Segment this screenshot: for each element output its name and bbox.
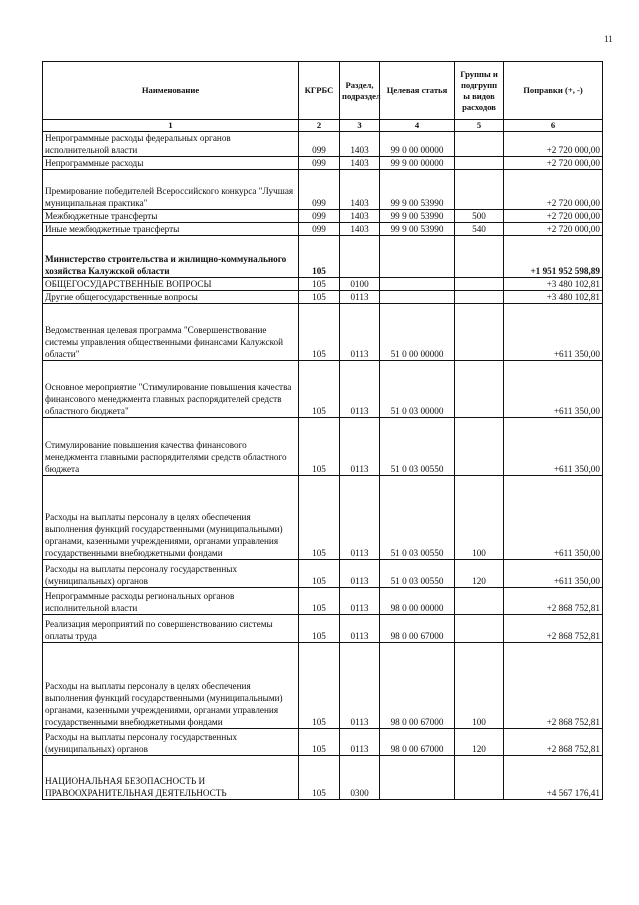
page-number: 11	[604, 34, 613, 44]
row-target: 98 0 00 67000	[380, 615, 455, 643]
row-amount: +3 480 102,81	[504, 278, 603, 291]
table-row	[43, 560, 603, 588]
row-name: Непрограммные расходы	[43, 157, 299, 170]
row-target: 98 0 00 00000	[380, 588, 455, 615]
table-row	[43, 210, 603, 223]
row-target	[380, 756, 455, 800]
row-name: ОБЩЕГОСУДАРСТВЕННЫЕ ВОПРОСЫ	[43, 278, 299, 291]
row-group	[455, 361, 504, 418]
table-row	[43, 361, 603, 418]
row-kgrbs: 105	[299, 291, 340, 304]
row-section	[340, 236, 380, 278]
row-target	[380, 291, 455, 304]
table-row	[43, 157, 603, 170]
row-amount: +2 720 000,00	[504, 210, 603, 223]
row-kgrbs: 105	[299, 615, 340, 643]
row-target: 99 9 00 00000	[380, 157, 455, 170]
row-target	[380, 236, 455, 278]
row-section: 0113	[340, 729, 380, 756]
table-row	[43, 588, 603, 615]
row-group	[455, 170, 504, 210]
header-section: Раздел, подраздел	[340, 62, 380, 120]
row-kgrbs: 105	[299, 588, 340, 615]
header-kgrbs: КГРБС	[299, 62, 340, 120]
row-kgrbs: 099	[299, 210, 340, 223]
row-name: Расходы на выплаты персоналу государственных (муниципальных) органов	[43, 729, 299, 756]
row-target: 51 0 00 00000	[380, 304, 455, 361]
col-number: 2	[299, 120, 340, 132]
row-name: НАЦИОНАЛЬНАЯ БЕЗОПАСНОСТЬ И ПРАВООХРАНИТЕЛЬНАЯ ДЕЯТЕЛЬНОСТЬ	[43, 756, 299, 800]
row-target: 51 0 03 00550	[380, 418, 455, 476]
table-row	[43, 223, 603, 236]
row-section: 0300	[340, 756, 380, 800]
row-amount: +611 350,00	[504, 304, 603, 361]
row-amount: +2 868 752,81	[504, 643, 603, 729]
row-amount: +2 720 000,00	[504, 157, 603, 170]
row-section: 1403	[340, 170, 380, 210]
col-number: 3	[340, 120, 380, 132]
row-name: Реализация мероприятий по совершенствованию системы оплаты труда	[43, 615, 299, 643]
row-name: Расходы на выплаты персоналу в целях обеспечения выполнения функций государственными (муниципальными) органами, казенными учреждениями, органами управления государственными внебюджетными фондами	[43, 643, 299, 729]
row-target: 51 0 03 00000	[380, 361, 455, 418]
row-target: 99 9 00 53990	[380, 223, 455, 236]
row-kgrbs: 105	[299, 361, 340, 418]
row-target: 99 9 00 53990	[380, 170, 455, 210]
header-row	[43, 62, 603, 120]
row-amount: +2 868 752,81	[504, 588, 603, 615]
row-kgrbs: 099	[299, 223, 340, 236]
row-group	[455, 418, 504, 476]
row-name: Непрограммные расходы региональных органов исполнительной власти	[43, 588, 299, 615]
row-section: 0113	[340, 476, 380, 560]
col-number: 4	[380, 120, 455, 132]
row-group	[455, 278, 504, 291]
row-section: 1403	[340, 210, 380, 223]
column-number-row	[43, 120, 603, 132]
table-row	[43, 304, 603, 361]
row-section: 0113	[340, 615, 380, 643]
row-name: Расходы на выплаты персоналу в целях обеспечения выполнения функций государственными (муниципальными) органами, казенными учреждениями, органами управления государственными внебюджетными фондами	[43, 476, 299, 560]
row-target: 98 0 00 67000	[380, 729, 455, 756]
row-group	[455, 304, 504, 361]
row-section: 0113	[340, 643, 380, 729]
budget-amendments-table	[42, 61, 603, 800]
table-row	[43, 643, 603, 729]
row-name: Основное мероприятие "Стимулирование повышения качества финансового менеджмента главных распорядителей средств областного бюджета"	[43, 361, 299, 418]
row-kgrbs: 099	[299, 157, 340, 170]
row-kgrbs: 105	[299, 756, 340, 800]
row-section: 1403	[340, 223, 380, 236]
row-kgrbs: 105	[299, 643, 340, 729]
row-amount: +3 480 102,81	[504, 291, 603, 304]
row-amount: +2 868 752,81	[504, 615, 603, 643]
row-group	[455, 291, 504, 304]
row-amount: +2 720 000,00	[504, 132, 603, 157]
row-section: 1403	[340, 157, 380, 170]
row-kgrbs: 105	[299, 560, 340, 588]
row-target: 99 0 00 00000	[380, 132, 455, 157]
row-amount: +2 868 752,81	[504, 729, 603, 756]
row-target	[380, 278, 455, 291]
header-groups: Группы и подгрупп ы видов расходов	[455, 62, 504, 120]
row-kgrbs: 105	[299, 236, 340, 278]
row-name: Иные межбюджетные трансферты	[43, 223, 299, 236]
table-row	[43, 756, 603, 800]
row-kgrbs: 105	[299, 729, 340, 756]
row-kgrbs: 099	[299, 132, 340, 157]
row-section: 0113	[340, 418, 380, 476]
col-number: 5	[455, 120, 504, 132]
row-group	[455, 615, 504, 643]
row-amount: +2 720 000,00	[504, 170, 603, 210]
row-group: 540	[455, 223, 504, 236]
col-number: 6	[504, 120, 603, 132]
table-row	[43, 236, 603, 278]
row-name: Другие общегосударственные вопросы	[43, 291, 299, 304]
row-name: Министерство строительства и жилищно-коммунального хозяйства Калужской области	[43, 236, 299, 278]
row-kgrbs: 105	[299, 304, 340, 361]
row-amount: +611 350,00	[504, 361, 603, 418]
row-name: Расходы на выплаты персоналу государственных (муниципальных) органов	[43, 560, 299, 588]
row-kgrbs: 105	[299, 418, 340, 476]
table-row	[43, 729, 603, 756]
table-row	[43, 278, 603, 291]
row-group	[455, 132, 504, 157]
row-group: 120	[455, 729, 504, 756]
row-name: Премирование победителей Всероссийского конкурса "Лучшая муниципальная практика"	[43, 170, 299, 210]
header-name: Наименование	[43, 62, 299, 120]
row-group: 100	[455, 643, 504, 729]
row-amount: +1 951 952 598,89	[504, 236, 603, 278]
row-group	[455, 236, 504, 278]
row-amount: +611 350,00	[504, 560, 603, 588]
row-name: Ведомственная целевая программа "Совершенствование системы управления общественными финансами Калужской области"	[43, 304, 299, 361]
row-group: 120	[455, 560, 504, 588]
row-amount: +4 567 176,41	[504, 756, 603, 800]
row-target: 98 0 00 67000	[380, 643, 455, 729]
row-section: 0113	[340, 291, 380, 304]
table-row	[43, 170, 603, 210]
row-section: 0113	[340, 361, 380, 418]
table-row	[43, 476, 603, 560]
row-group	[455, 588, 504, 615]
row-section: 1403	[340, 132, 380, 157]
row-name: Межбюджетные трансферты	[43, 210, 299, 223]
row-amount: +2 720 000,00	[504, 223, 603, 236]
header-amendments: Поправки (+, -)	[504, 62, 603, 120]
row-kgrbs: 099	[299, 170, 340, 210]
row-group	[455, 157, 504, 170]
row-section: 0113	[340, 304, 380, 361]
table-row	[43, 615, 603, 643]
row-group: 100	[455, 476, 504, 560]
row-section: 0113	[340, 588, 380, 615]
col-number: 1	[43, 120, 299, 132]
row-kgrbs: 105	[299, 476, 340, 560]
row-name: Стимулирование повышения качества финансового менеджмента главными распорядителями средств областного бюджета	[43, 418, 299, 476]
row-amount: +611 350,00	[504, 476, 603, 560]
row-target: 51 0 03 00550	[380, 560, 455, 588]
row-amount: +611 350,00	[504, 418, 603, 476]
row-section: 0113	[340, 560, 380, 588]
row-kgrbs: 105	[299, 278, 340, 291]
row-group: 500	[455, 210, 504, 223]
header-target: Целевая статья	[380, 62, 455, 120]
row-target: 99 9 00 53990	[380, 210, 455, 223]
row-target: 51 0 03 00550	[380, 476, 455, 560]
row-section: 0100	[340, 278, 380, 291]
table-row	[43, 132, 603, 157]
table-row	[43, 291, 603, 304]
table-row	[43, 418, 603, 476]
row-name: Непрограммные расходы федеральных органов исполнительной власти	[43, 132, 299, 157]
row-group	[455, 756, 504, 800]
